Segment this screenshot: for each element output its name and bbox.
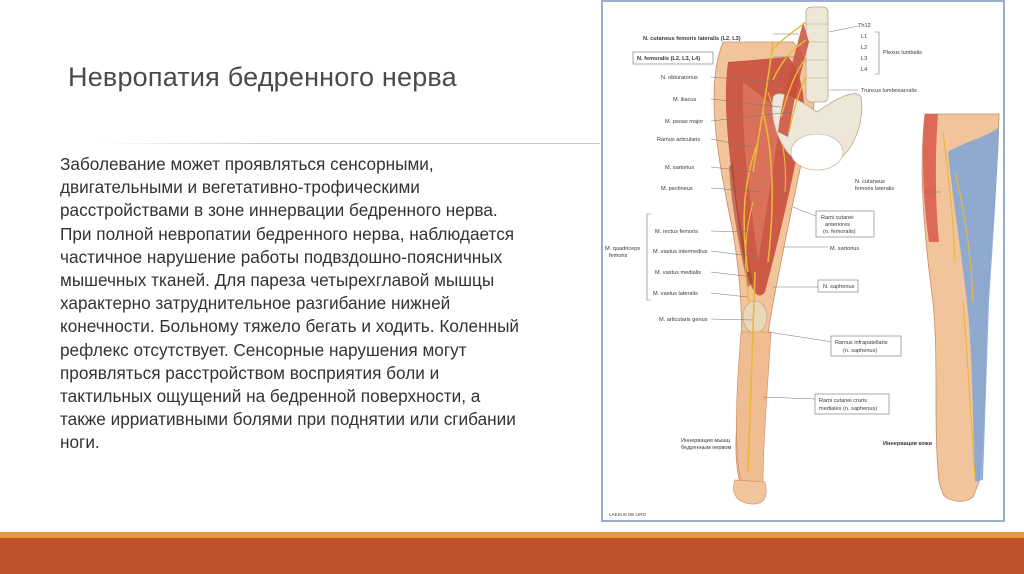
body-line: проявляться расстройством восприятия боли и xyxy=(60,362,440,383)
body-line: Заболевание может проявляться сенсорными, xyxy=(60,154,434,174)
body-line: двигательными и вегетативно-трофическими xyxy=(60,177,420,198)
label-quadriceps-1: M. quadriceps xyxy=(605,246,641,252)
label-vastus-lateralis: M. vastus lateralis xyxy=(653,291,698,297)
quadriceps-bracket xyxy=(647,214,651,300)
label-sartorius-right: M. sartorius xyxy=(830,246,860,252)
label-quadriceps-2: femoris xyxy=(609,253,628,259)
body-line: мышечных тканей. Для пареза четырехглавой мышцы xyxy=(60,270,495,291)
body-line: расстройствами в зоне иннервации бедренного нерва. xyxy=(60,200,498,221)
label-cutaneus-lateralis: N. cutaneus femoris lateralis (L2, L3) xyxy=(643,36,741,42)
spine-label-l1: L1 xyxy=(861,34,868,40)
caption-left-2: бедренным нервом xyxy=(681,445,732,451)
body-line: частичное нарушение работы подвздошно-поясничных xyxy=(60,246,503,267)
label-rectus-femoris: M. rectus femoris xyxy=(655,229,698,235)
spine-label-l3: L3 xyxy=(861,56,868,62)
anatomy-illustration xyxy=(603,2,1003,520)
body-line: рефлекс отсутствует. Сенсорные нарушения могут xyxy=(60,339,467,360)
body-line: тактильных ощущений на бедренной поверхности, а xyxy=(60,386,481,407)
label-femoralis: N. femoralis (L2, L3, L4) xyxy=(637,56,701,62)
caption-right: Иннервация кожи xyxy=(883,441,932,447)
label-iliacus: M. iliacus xyxy=(673,97,697,103)
label-sartorius-left: M. sartorius xyxy=(665,165,695,171)
plexus-bracket xyxy=(875,32,879,74)
label-obturatorius: N. obturatorius xyxy=(661,75,698,81)
body-line: ноги. xyxy=(60,432,100,453)
label-articularis-genus: M. articularis genus xyxy=(659,317,708,323)
label-rami-3: (n. femoralis) xyxy=(823,229,856,235)
spine-label-th12: Th12 xyxy=(858,23,871,29)
caption-left-1: Иннервация мышц xyxy=(681,438,730,444)
footer-bar xyxy=(0,538,1024,574)
anatomy-figure xyxy=(601,0,1005,522)
label-vastus-intermedius: M. vastus intermedius xyxy=(653,249,708,255)
label-rami-1: Rami cutanei xyxy=(821,215,854,221)
body-line: также ирриативными болями при поднятии или сгибании xyxy=(60,409,516,430)
slide-title: Невропатия бедренного нерва xyxy=(68,62,457,92)
label-cruris-1: Rami cutanei cruris xyxy=(819,398,867,404)
label-vastus-medialis: M. vastus medialis xyxy=(655,270,702,276)
body-line: конечности. Больному тяжело бегать и ходить. Коленный xyxy=(60,316,520,337)
spine-label-l2: L2 xyxy=(861,45,868,51)
body-text xyxy=(60,153,600,455)
right-leg-drawing xyxy=(922,114,999,501)
label-infrapatellaris-2: (n. saphenus) xyxy=(843,348,878,354)
label-ramus-articularis: Ramus articularis xyxy=(657,137,701,143)
plexus-label: Plexus lumbalis xyxy=(883,50,922,56)
body-line: При полной невропатии бедренного нерва, наблюдается xyxy=(60,223,515,244)
body-line: характерно затруднительное разгибание нижней xyxy=(60,293,451,314)
title-divider xyxy=(100,143,600,144)
label-psoas: M. psoas major xyxy=(665,119,704,125)
label-cruris-2: mediales (n. saphenus) xyxy=(819,406,878,412)
figure-credit: LAESUS DE LIRO xyxy=(609,512,647,517)
label-infrapatellaris-1: Ramus infrapatellaris xyxy=(835,340,888,346)
label-right-cutaneus-2: femoris lateralis xyxy=(855,186,895,192)
label-rami-2: anteriores xyxy=(825,222,850,228)
label-saphenus: N. saphenus xyxy=(823,284,855,290)
label-pectineus: M. pectineus xyxy=(661,186,693,192)
spine-label-l4: L4 xyxy=(861,67,868,73)
label-right-cutaneus-1: N. cutaneus xyxy=(855,179,885,185)
truncus-label: Truncus lumbosacralis xyxy=(861,88,917,94)
